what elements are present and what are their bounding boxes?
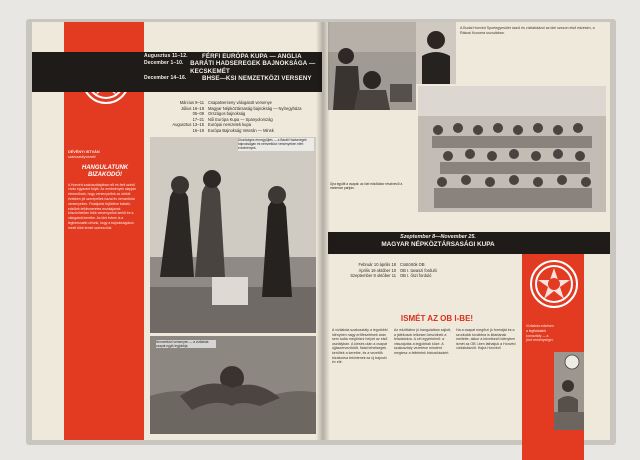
waterpolo-photo-image [554, 352, 584, 430]
medal-photo-caption: Dicsőséges éremgyűjtés — a Baráti Hadseregek bajnokságán és nemzetközi versenyeken elért eredmények. [238, 138, 314, 151]
schedule-event: OB I. tavaszi forduló [400, 267, 437, 273]
schedule-event: Csütörtök OB [400, 262, 425, 267]
schedule-date: Március 9–11 [179, 100, 204, 105]
schedule-event: OB I. őszi forduló [400, 273, 432, 279]
swimmer-photo-caption: Nemzetközi versenyen — a vízilabda csapat egyik legjobbja. [156, 340, 216, 348]
waterpolo-photo [554, 352, 584, 430]
team-photo-image [418, 86, 606, 212]
right-article-col-1: A vízilabda szakosztály a legutóbbi idényben nagy erőfeszítések árán sem tudta megőrizni helyét az első osztályban. A kiesés után a csapat újjászerveződött, fiatal tehetségek kerültek a keretbe, és a vezetők bizakodva tekintenek az új bajnoki év elé. [332, 328, 388, 365]
right-article-col-2: Az edzőtábor jó hangulatban zajlott, a játékosok lelkesen készülnek a feladatokra. A cél egyértelmű: a visszajutás a legjobbak közé. A szakosztály vezetése mindent megtesz a feltételek biztosításáért. [394, 328, 452, 355]
right-header-text [358, 234, 518, 249]
header-date-1: Augusztus 11–12. [144, 53, 188, 59]
header-rows [144, 53, 320, 83]
schedule-event: Európa Bajnokság Veterán — Minsk [208, 127, 274, 133]
schedule-date: Szeptember 8 október 11 [350, 273, 396, 279]
swimmer-photo-image [150, 336, 316, 434]
team-photo-caption: Újra együtt a csapat: az idei edzőtábor résztvevői a medence partján. [330, 182, 403, 191]
header-row-2 [144, 60, 320, 75]
schedule-event: Csapatverseny válogatott versenye [208, 100, 272, 105]
schedule-row [332, 273, 439, 279]
medal-photo-image [150, 137, 316, 333]
schedule-event: Országos bajnokság [208, 111, 246, 117]
right-article-col-3: Ha a csapat megőrzi jó formáját és a szurkolók továbbra is kitartanak mellette, akkor a következő idényben ismét az OB I-ben láthatjuk a Honvéd vízilabdázóit. Hajrá Honvéd! [456, 328, 516, 351]
schedule-date: Április 19 október 10 [358, 267, 396, 273]
article-author-role: szakosztályvezető [68, 154, 96, 159]
right-header-title: MAGYAR NÉPKÖZTÁRSASÁGI KUPA [381, 241, 495, 248]
schedule-event: Európai nemzetek kupa [208, 122, 252, 128]
article-heading: HANGULATUNK BIZAKODÓ! [81, 164, 129, 178]
header-title-2: BARÁTI HADSEREGEK BAJNOKSÁGA — KECSKEMÉT [190, 60, 316, 75]
right-schedule [332, 262, 439, 279]
schedule-date: 05–09 [192, 111, 204, 117]
coach-photo-image [416, 22, 456, 84]
left-page [32, 22, 322, 440]
schedule-date: 16–19 [192, 127, 204, 133]
header-date-2: December 1–10. [144, 60, 184, 67]
right-article-heading: ISMÉT AZ OB I-BE! [400, 314, 474, 323]
header-date-3: December 14–16. [144, 75, 187, 82]
schedule-date: Július 16–19 [181, 105, 204, 111]
right-header-band [328, 232, 610, 254]
right-header-dates: Szeptember 8—November 25. [400, 234, 476, 240]
schedule-date: 17–21 [192, 116, 204, 122]
training-photo-image [328, 22, 416, 110]
book-gutter [316, 22, 330, 440]
swimmer-photo [150, 336, 316, 434]
schedule-date: Augusztus 13–15 [172, 122, 204, 128]
medal-ceremony-photo [150, 137, 316, 333]
team-photo [418, 86, 606, 212]
red-column-caption: Vízilabda edzésen a legfiatalabb korosztály — a jövő reménységei. [526, 324, 554, 343]
schedule-event: Női Európa Kupa — Spanyolország [208, 116, 273, 122]
top-caption: A Budai Honvéd Sportegyesület úszói és vízilabdázói az idei szezon első edzésén, a Rákosi Kucsera uszodában. [460, 26, 595, 35]
header-row-1 [144, 53, 320, 60]
schedule-date: Február 10 április 18 [358, 262, 396, 267]
training-photo [328, 22, 416, 110]
left-article [68, 150, 140, 413]
article-body: A Honvéd szakosztályában női és férfi szintű vívás egyaránt folyik. Az eredmények alapján elmondható, hogy versenyzőink az utóbbi években jól szerepeltek hazai és nemzetközi versenyeken. Fiataljaink fejlődése biztató, edzőink lelkiismeretes munkájának köszönhetően több versenyzőnk került be a válogatott keretbe. Az idei évben is a legfontosabb célunk, hogy a bajnokságokon minél több érmet szerezzünk. [68, 182, 136, 230]
schedule-event: Magyar Népköztársaság bajnokság — Nyíregyháza [208, 105, 302, 111]
left-header-band [32, 52, 322, 92]
club-emblem-right-icon [530, 260, 578, 308]
coach-photo [416, 22, 456, 84]
header-title-1: FÉRFI EURÓPA KUPA — ANGLIA [202, 53, 302, 60]
header-row-3 [144, 75, 320, 82]
right-page [322, 22, 610, 440]
schedule-row [156, 128, 304, 134]
left-schedule [156, 100, 304, 134]
header-title-3: BHSE—KSI NEMZETKÖZI VERSENY [202, 75, 312, 83]
article-author: DÉVÉNYI ISTVÁN [68, 150, 100, 154]
